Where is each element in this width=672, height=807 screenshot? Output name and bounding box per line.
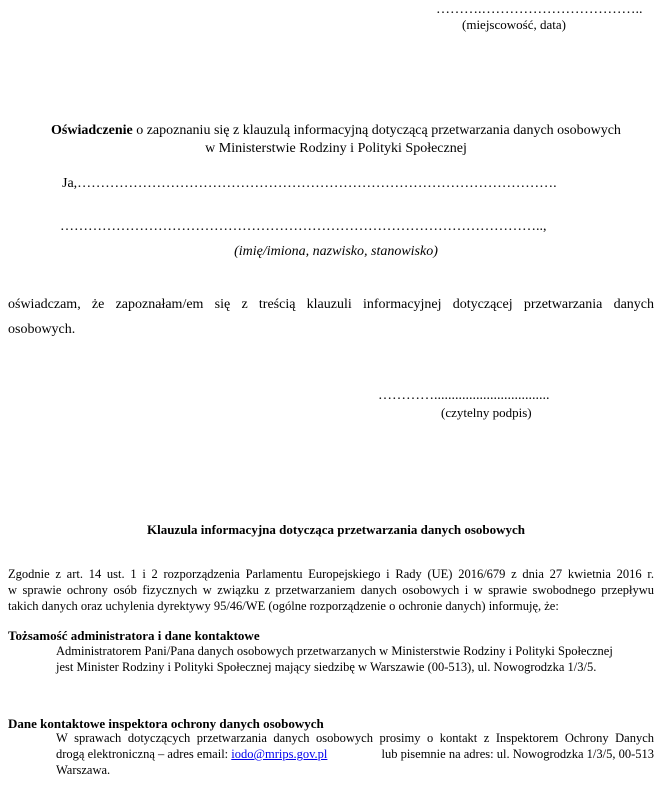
statement-title: [0, 123, 672, 139]
admin-heading: Tożsamość administratora i dane kontaktowe: [8, 628, 260, 643]
signature-label: (czytelny podpis): [441, 405, 532, 420]
name-dots-line: …………………………………………………………………………………………..,: [60, 219, 547, 234]
place-date-dots: ……….……………………………..: [436, 2, 643, 17]
clause-title: Klauzula informacyjna dotycząca przetwarzania danych osobowych: [146, 522, 526, 537]
iod-line2-post: lub pisemnie na adres: ul. Nowogrodzka 1/3/5, 00-513: [381, 747, 654, 761]
iod-line1: W sprawach dotyczących przetwarzania danych osobowych prosimy o kontakt z Inspektorem Ochrony Danych: [56, 731, 654, 745]
iod-heading: Dane kontaktowe inspektora ochrony danych osobowych: [8, 716, 324, 731]
name-label: (imię/imiona, nazwisko, stanowisko): [234, 244, 438, 259]
iod-line2-pre: drogą elektroniczną – adres email: iodo@mrips.gov.pl: [56, 747, 328, 761]
iod-line2: [56, 747, 654, 762]
iod-email-link[interactable]: iodo@mrips.gov.pl: [231, 747, 328, 761]
intro-line3: takich danych oraz uchylenia dyrektywy 95/46/WE (ogólne rozporządzenie o ochronie danych) informuję, że:: [8, 599, 559, 613]
intro-line2: w sprawie ochrony osób fizycznych w związku z przetwarzaniem danych osobowych i w sprawie swobodnego przepływu: [8, 583, 654, 597]
statement-title-bold: Oświadczenie: [51, 123, 133, 138]
admin-line1: Administratorem Pani/Pana danych osobowych przetwarzanych w Ministerstwie Rodziny i Polityki Społecznej: [56, 644, 613, 658]
statement-title-rest: o zapoznaniu się z klauzulą informacyjną dotyczącą przetwarzania danych osobowych: [132, 123, 621, 138]
ja-line: Ja,………………………………………………………………………………………….: [62, 176, 557, 191]
intro-line1: Zgodnie z art. 14 ust. 1 i 2 rozporządzenia Parlamentu Europejskiego i Rady (UE) 2016/679 z dnia 27 kwietnia 2016 r.: [8, 567, 654, 581]
statement-title-line2: w Ministerstwie Rodziny i Polityki Społecznej: [205, 141, 467, 156]
declare-line1: oświadczam, że zapoznałam/em się z treścią klauzuli informacyjnej dotyczącej przetwarzania danych: [8, 297, 654, 312]
admin-line2: jest Minister Rodziny i Polityki Społecznej mający siedzibę w Warszawie (00-513), ul. Nowogrodzka 1/3/5.: [56, 660, 597, 674]
declare-line2: osobowych.: [8, 322, 76, 337]
signature-dots: ………….................................: [378, 388, 550, 403]
iod-line3: Warszawa.: [56, 763, 111, 777]
place-date-label: (miejscowość, data): [462, 17, 566, 32]
